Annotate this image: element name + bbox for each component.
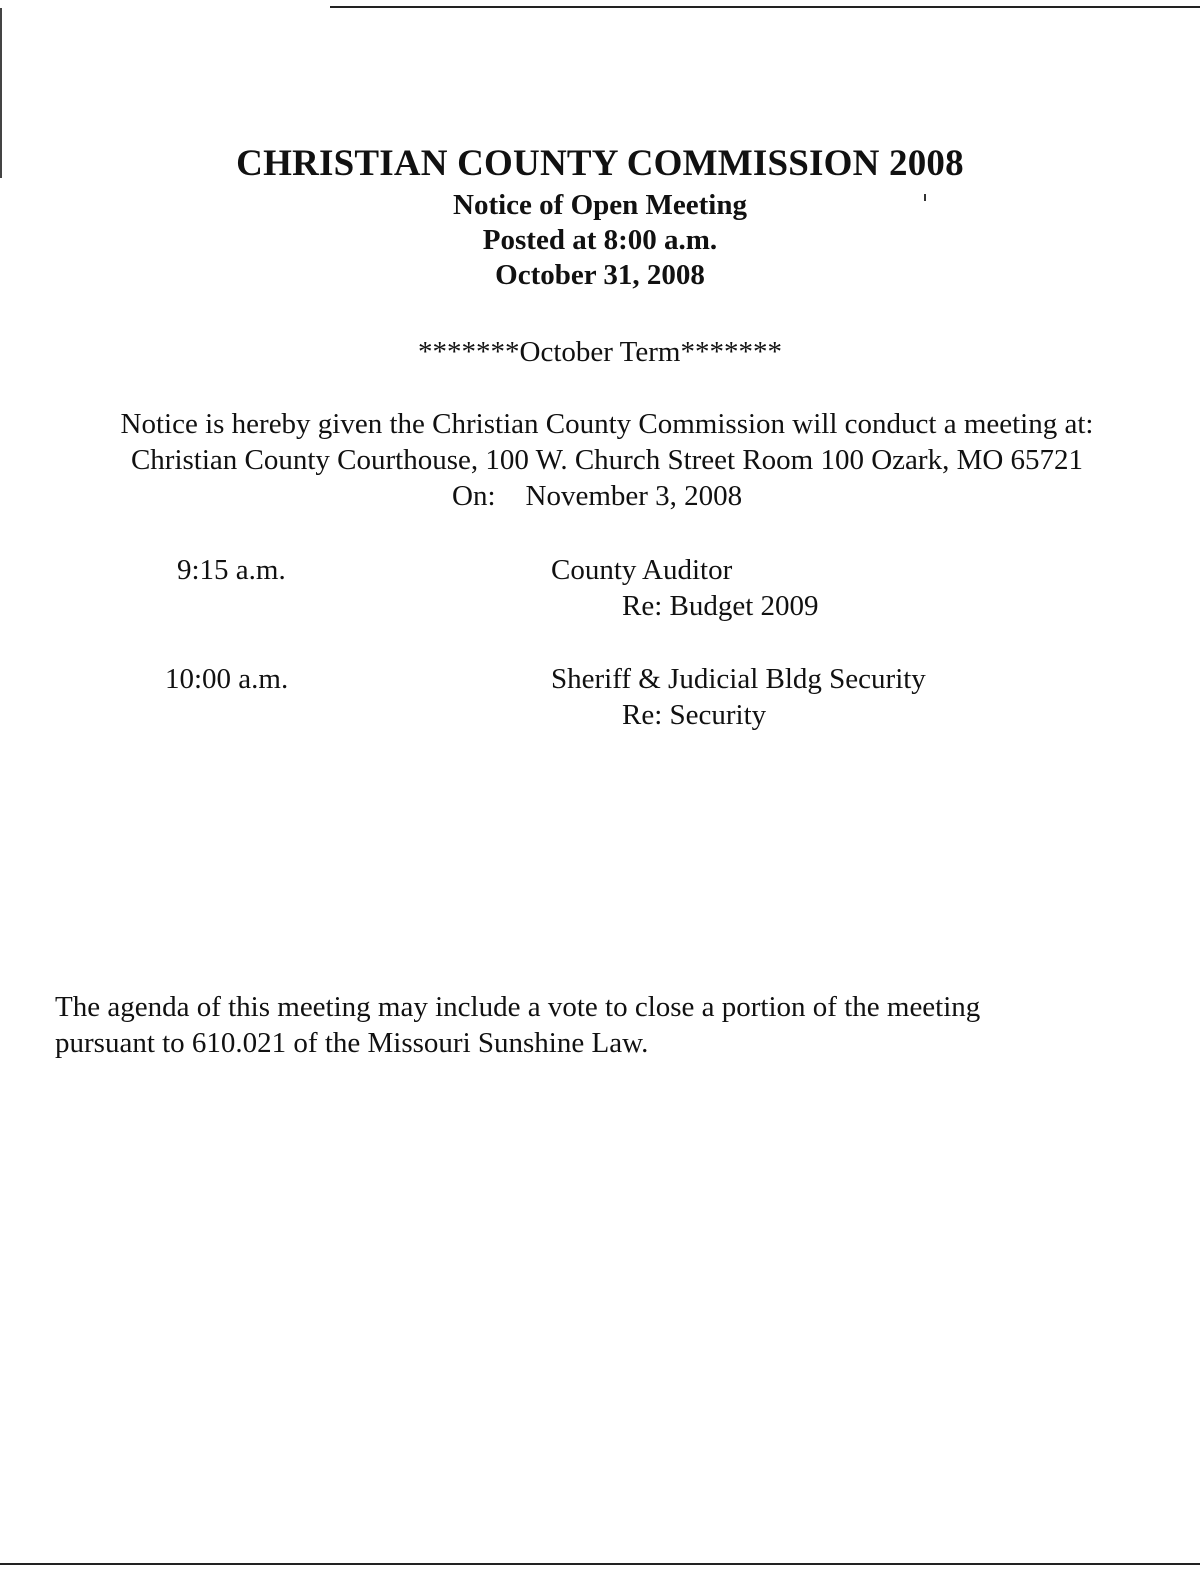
agenda-item: County Auditor [551,554,733,586]
on-label: On: [452,480,496,512]
posted-time: Posted at 8:00 a.m. [482,224,718,256]
notice-line-1: Notice is hereby given the Christian County Commission will conduct a meeting at: [120,408,1094,440]
sunshine-law-notice [55,989,1155,1061]
document-title: CHRISTIAN COUNTY COMMISSION 2008 [236,143,964,184]
footer-line-2: pursuant to 610.021 of the Missouri Sunshine Law. [55,1027,649,1059]
footer-line-1: The agenda of this meeting may include a vote to close a portion of the meeting [55,991,981,1023]
agenda-item: Sheriff & Judicial Bldg Security [551,663,926,695]
agenda-re: Re: Budget 2009 [622,590,819,622]
agenda-time: 9:15 a.m. [177,554,286,586]
scan-edge-bottom [0,1563,1200,1565]
scan-edge-top [330,6,1200,8]
term-heading: *******October Term******* [418,336,782,368]
agenda-re: Re: Security [622,699,767,731]
notice-body [0,406,1200,478]
agenda-time: 10:00 a.m. [165,663,289,695]
notice-subtitle: Notice of Open Meeting [453,189,747,221]
meeting-date-line [452,478,742,514]
document-header [0,140,1200,293]
posted-date: October 31, 2008 [495,259,705,291]
notice-line-2: Christian County Courthouse, 100 W. Church Street Room 100 Ozark, MO 65721 [130,444,1084,476]
meeting-date: November 3, 2008 [525,480,743,512]
